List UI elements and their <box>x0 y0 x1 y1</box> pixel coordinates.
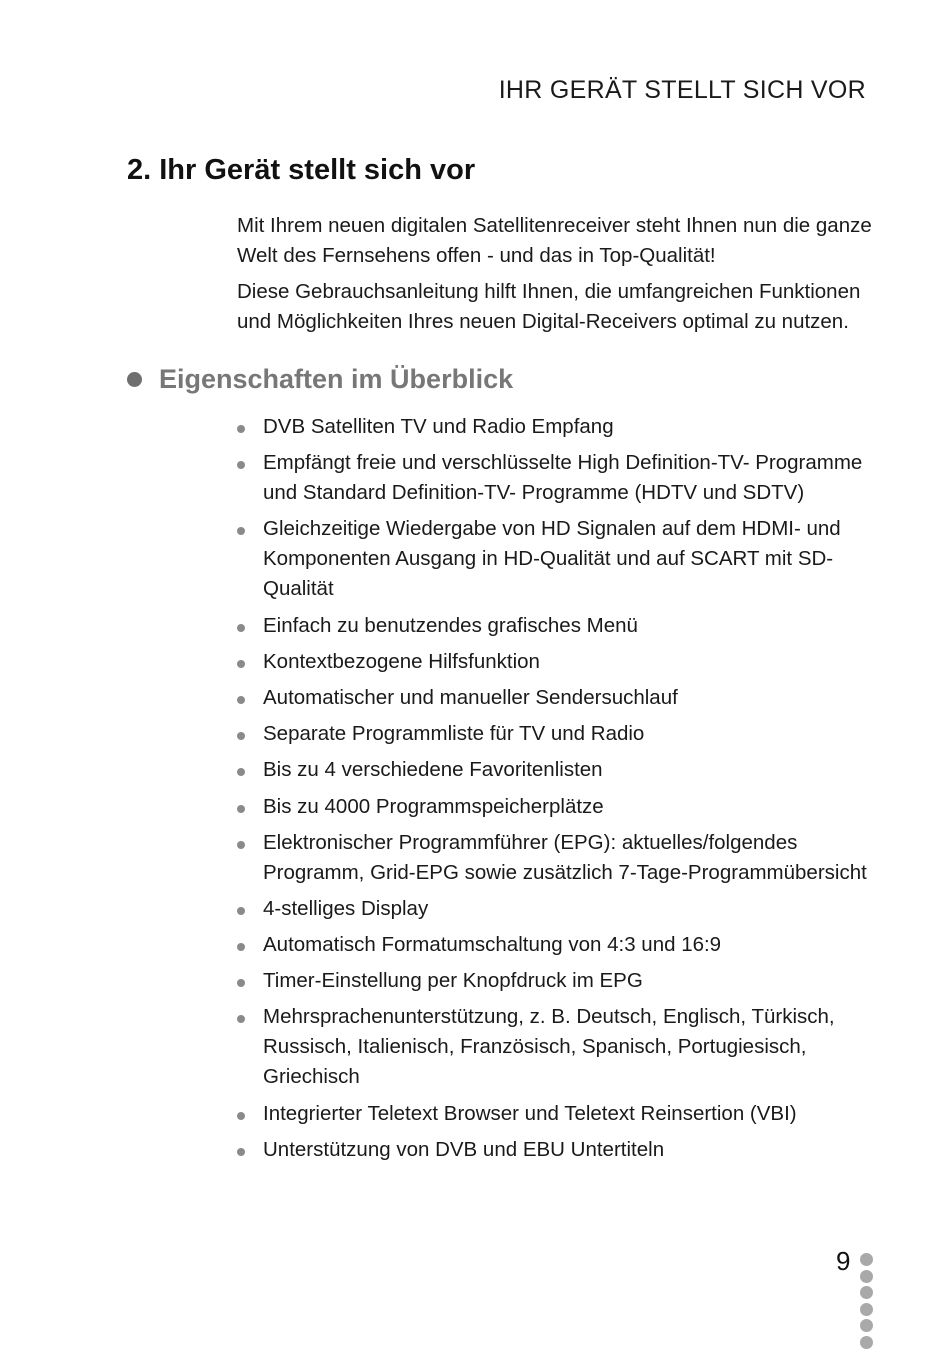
bullet-icon <box>237 805 245 813</box>
page-edge-dots <box>860 1253 873 1353</box>
list-item-text: Empfängt freie und verschlüsselte High Definition-TV- Programme und Standard Definition-TV- Programme (HDTV und SDTV) <box>263 451 863 505</box>
intro-paragraph: Diese Gebrauchsanleitung hilft Ihnen, die umfangreichen Funktionen und Möglichkeiten Ihres neuen Digital-Receivers optimal zu nutzen. <box>237 280 861 333</box>
list-item-text: DVB Satelliten TV und Radio Empfang <box>263 415 614 438</box>
list-item <box>237 930 877 960</box>
list-item-text: Einfach zu benutzendes grafisches Menü <box>263 613 638 637</box>
list-item-text: Unterstützung von DVB und EBU Untertiteln <box>263 1137 665 1161</box>
list-item-text: Mehrsprachenunterstützung, z. B. Deutsch, Englisch, Türkisch, Russisch, Italienisch, Französisch, Spanisch, Portugiesisch, Griechisch <box>263 1005 835 1089</box>
list-item-text: Timer-Einstellung per Knopfdruck im EPG <box>263 969 643 993</box>
list-item <box>237 755 877 785</box>
dot-icon <box>860 1253 873 1266</box>
list-item-text: Kontextbezogene Hilfsfunktion <box>263 649 540 673</box>
bullet-icon <box>237 907 245 915</box>
dot-icon <box>860 1303 873 1316</box>
bullet-icon <box>237 979 245 987</box>
list-item <box>237 966 877 996</box>
list-item-text: 4-stelliges Display <box>263 896 429 920</box>
list-item <box>237 683 877 713</box>
dot-icon <box>860 1336 873 1349</box>
bullet-icon <box>237 660 245 668</box>
bullet-icon <box>237 1015 245 1023</box>
list-item <box>237 1099 877 1129</box>
list-item <box>237 647 877 677</box>
list-item <box>237 611 877 641</box>
chapter-title: 2. Ihr Gerät stellt sich vor <box>127 154 476 186</box>
list-item-text: Bis zu 4000 Programmspeicherplätze <box>263 794 604 818</box>
bullet-dot-icon <box>127 372 142 387</box>
feature-list <box>237 412 877 1171</box>
dot-icon <box>860 1319 873 1332</box>
list-item <box>237 792 877 822</box>
list-item <box>237 1135 877 1165</box>
list-item-text: Automatisch Formatumschaltung von 4:3 und 16:9 <box>263 933 722 957</box>
list-item <box>237 412 877 442</box>
page-number: 9 <box>836 1246 851 1276</box>
dot-icon <box>860 1270 873 1283</box>
list-item <box>237 1002 877 1092</box>
list-item <box>237 894 877 924</box>
list-item-text: Elektronischer Programmführer (EPG): aktuelles/folgendes Programm, Grid-EPG sowie zusätzlich 7-Tage-Programmübersicht <box>263 830 867 884</box>
bullet-icon <box>237 527 245 535</box>
list-item-text: Integrierter Teletext Browser und Teletext Reinsertion (VBI) <box>263 1101 797 1125</box>
bullet-icon <box>237 624 245 632</box>
list-item <box>237 514 877 604</box>
bullet-icon <box>237 768 245 776</box>
list-item <box>237 828 877 888</box>
bullet-icon <box>237 696 245 704</box>
section-heading-label: Eigenschaften im Überblick <box>159 364 514 394</box>
dot-icon <box>860 1286 873 1299</box>
intro-text <box>237 211 877 343</box>
intro-paragraph: Mit Ihrem neuen digitalen Satellitenreceiver steht Ihnen nun die ganze Welt des Fernsehens offen - und das in Top-Qualität! <box>237 214 872 267</box>
list-item-text: Gleichzeitige Wiedergabe von HD Signalen auf dem HDMI- und Komponenten Ausgang in HD-Qualität und auf SCART mit SD-Qualität <box>263 517 841 601</box>
list-item-text: Bis zu 4 verschiedene Favoritenlisten <box>263 758 603 782</box>
list-item-text: Separate Programmliste für TV und Radio <box>263 722 645 746</box>
bullet-icon <box>237 841 245 849</box>
bullet-icon <box>237 425 245 433</box>
running-header: IHR GERÄT STELLT SICH VOR <box>498 76 866 104</box>
bullet-icon <box>237 732 245 740</box>
list-item <box>237 719 877 749</box>
bullet-icon <box>237 943 245 951</box>
bullet-icon <box>237 1112 245 1120</box>
bullet-icon <box>237 461 245 469</box>
bullet-icon <box>237 1148 245 1156</box>
list-item-text: Automatischer und manueller Sendersuchlauf <box>263 685 678 709</box>
section-heading <box>127 364 513 395</box>
list-item <box>237 448 877 508</box>
